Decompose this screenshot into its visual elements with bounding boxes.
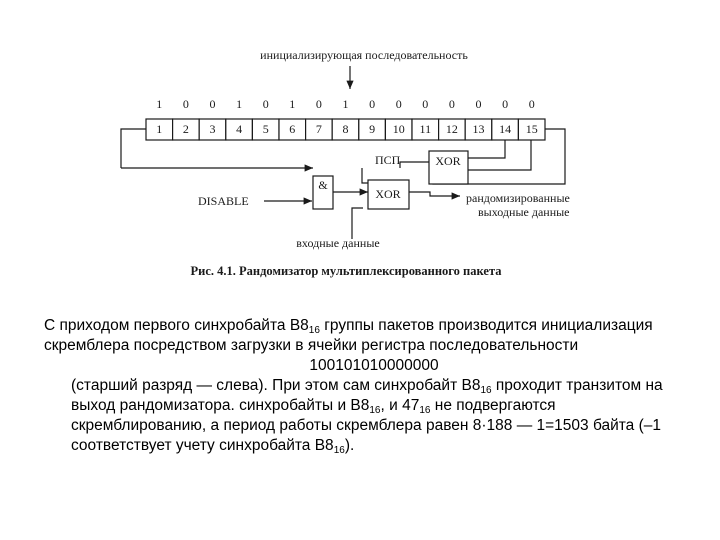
and-gate-label: & — [318, 178, 328, 192]
register-cell-label: 2 — [182, 122, 189, 136]
init-sequence-value: 100101010000000 — [309, 357, 439, 374]
paragraph-1: С приходом первого синхробайта $B8_{16}$ группы пакетов производится инициализация скремблера посредством загрузки в ячейки регистра последовательности — [44, 317, 653, 354]
init-bit: 1 — [289, 97, 296, 111]
register-cell-label: 1 — [156, 122, 163, 136]
register-cell-label: 3 — [209, 122, 216, 136]
init-bit: 0 — [475, 97, 482, 111]
init-bit: 0 — [209, 97, 216, 111]
init-bit: 0 — [315, 97, 322, 111]
init-bit: 1 — [342, 97, 349, 111]
body-text — [44, 316, 684, 456]
init-bit: 1 — [236, 97, 243, 111]
input-data-label: входные данные — [296, 236, 380, 250]
register-cell-label: 9 — [369, 122, 376, 136]
register-cell-label: 8 — [342, 122, 349, 136]
feedback-lines — [121, 129, 565, 239]
init-sequence-label: инициализирующая последовательность — [260, 48, 468, 62]
disable-label: DISABLE — [198, 194, 249, 208]
output-label-line2: выходные данные — [478, 205, 570, 219]
init-bit: 0 — [395, 97, 402, 111]
init-bit: 0 — [528, 97, 535, 111]
xor-main-label: XOR — [375, 187, 401, 201]
register-cell-label: 15 — [525, 122, 538, 136]
init-bit: 0 — [262, 97, 269, 111]
register-cell-label: 13 — [472, 122, 485, 136]
init-bit: 0 — [448, 97, 455, 111]
register-cell-label: 6 — [289, 122, 296, 136]
shift-register — [146, 119, 545, 140]
init-bit: 0 — [502, 97, 509, 111]
figure-caption: Рис. 4.1. Рандомизатор мультиплексированного пакета — [190, 264, 502, 278]
init-bits-row — [156, 97, 534, 111]
init-bit: 1 — [156, 97, 163, 111]
xor-top-label: XOR — [435, 154, 461, 168]
init-bit: 0 — [369, 97, 376, 111]
init-bit: 0 — [422, 97, 429, 111]
psp-label: ПСП — [375, 153, 401, 167]
init-bit: 0 — [182, 97, 189, 111]
register-cell-label: 5 — [262, 122, 269, 136]
paragraph-2: (старший разряд — слева). При этом сам синхробайт $B8_{16}$ проходит транзитом на выход рандомизатора. синхробайты и $B8_{16}$, и $47_{16}$ не подвергаются скремблированию, а период работы скремблера равен 8·188 — 1=1503 байта (–1 соответствует учету синхробайта $B8_{16}$). — [71, 377, 663, 456]
register-cell-label: 7 — [315, 122, 322, 136]
register-cell-label: 14 — [499, 122, 512, 136]
register-cell-label: 12 — [445, 122, 458, 136]
register-cell-label: 11 — [419, 122, 432, 136]
register-cell-label: 4 — [236, 122, 243, 136]
register-cell-label: 10 — [392, 122, 405, 136]
output-label-line1: рандомизированные — [466, 191, 570, 205]
